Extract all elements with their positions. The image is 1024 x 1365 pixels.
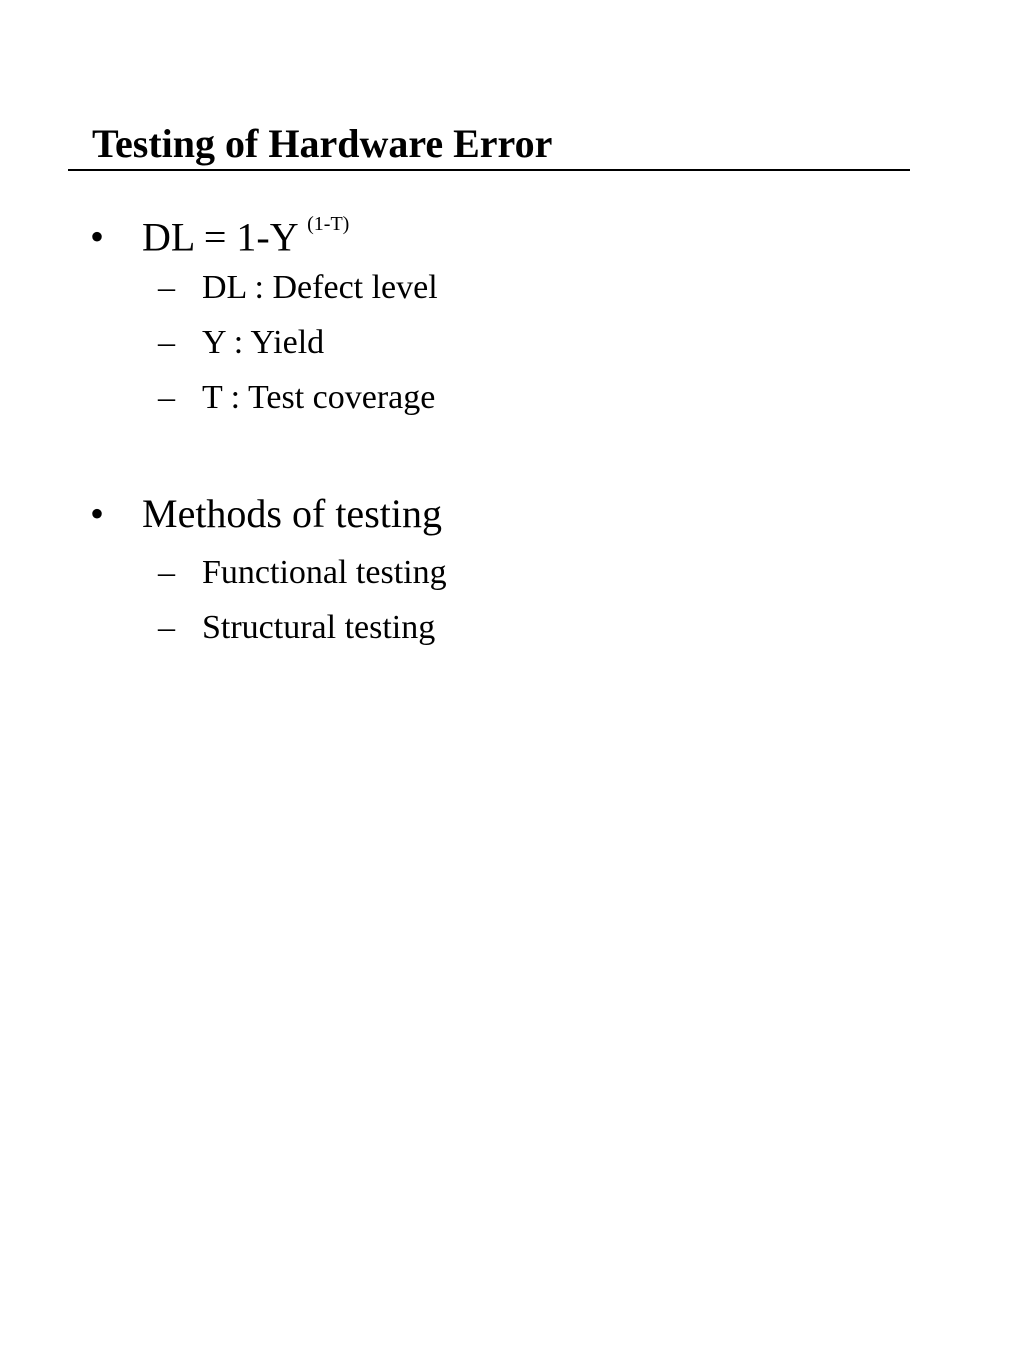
formula-text: DL = 1-Y: [142, 214, 298, 260]
bullet-icon: •: [90, 491, 105, 536]
methods-heading: Methods of testing: [142, 491, 442, 536]
dash-icon: –: [158, 554, 175, 591]
formula-superscript: (1-T): [307, 213, 350, 235]
title-underline: [68, 169, 910, 171]
slide-title: Testing of Hardware Error: [92, 121, 553, 166]
dash-icon: –: [158, 379, 175, 416]
list-item: [158, 266, 438, 310]
list-item-text: Structural testing: [202, 609, 436, 646]
formula-bullet: [90, 205, 349, 262]
list-item: [158, 321, 324, 365]
list-item-text: Y : Yield: [202, 324, 325, 361]
list-item-text: T : Test coverage: [202, 379, 436, 416]
list-item-text: Functional testing: [202, 554, 447, 591]
list-item: [158, 376, 435, 420]
dash-icon: –: [158, 324, 175, 361]
list-item-text: DL : Defect level: [202, 269, 438, 306]
list-item: [158, 551, 447, 595]
dash-icon: –: [158, 269, 175, 306]
dash-icon: –: [158, 609, 175, 646]
bullet-icon: •: [90, 214, 105, 260]
list-item: [158, 606, 435, 650]
methods-bullet: [90, 489, 442, 539]
